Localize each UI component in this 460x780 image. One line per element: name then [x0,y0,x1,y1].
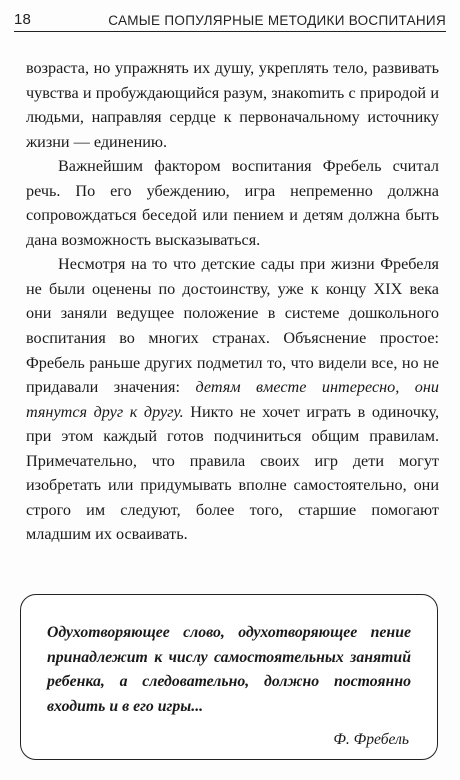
paragraph-3-text-start: Несмотря на то что детские сады при жизни Фребеля не были оценены по достоинству, уже к концу XIX века они заняли ведущее положение в системе дошкольного воспитания во многих странах. Объяснение простое: Фребель раньше других подметил то, что видели все, но не придавали значения: [26,255,439,397]
paragraph-3 [26,252,439,547]
paragraph-1: возраста, но упражнять их душу, укреплять тело, развивать чувства и пробуждающийся разум, знакоmить с природой и людьми, направляя сердце к первоначальному источнику жизни — единению. [26,59,439,151]
section-title: САМЫЕ ПОПУЛЯРНЫЕ МЕТОДИКИ ВОСПИТАНИЯ [108,13,446,28]
running-header [14,4,446,32]
paragraph-3-italic-phrase: детям вместе интересно, они тянутся друг к другу. [26,378,439,421]
quote-author: Ф. Фребель [333,731,409,748]
quote-text: Одухотворяющее слово, одухотворяющее пение принадлежит к числу самостоятельных занятий ребенка, а следовательно, должно постоянно входить и в его игры... [47,624,411,715]
page-number: 18 [14,11,32,28]
main-text [26,56,439,547]
paragraph-2: Важнейшим фактором воспитания Фребель считал речь. По его убеждению, игра непременно должна сопровождаться беседой или пением и детям должна быть дана возможность высказываться. [26,157,439,249]
paragraph-3-text-end: Никто не хочет играть в одиночку, при этом каждый готов подчиниться общим правилам. Примечательно, что правила своих игр дети могут изобретать или придумывать вполне самостоятельно, они строго им следуют, более того, старшие помогают младшим их осваивать. [26,402,440,544]
epigraph-quote-box [20,594,438,760]
